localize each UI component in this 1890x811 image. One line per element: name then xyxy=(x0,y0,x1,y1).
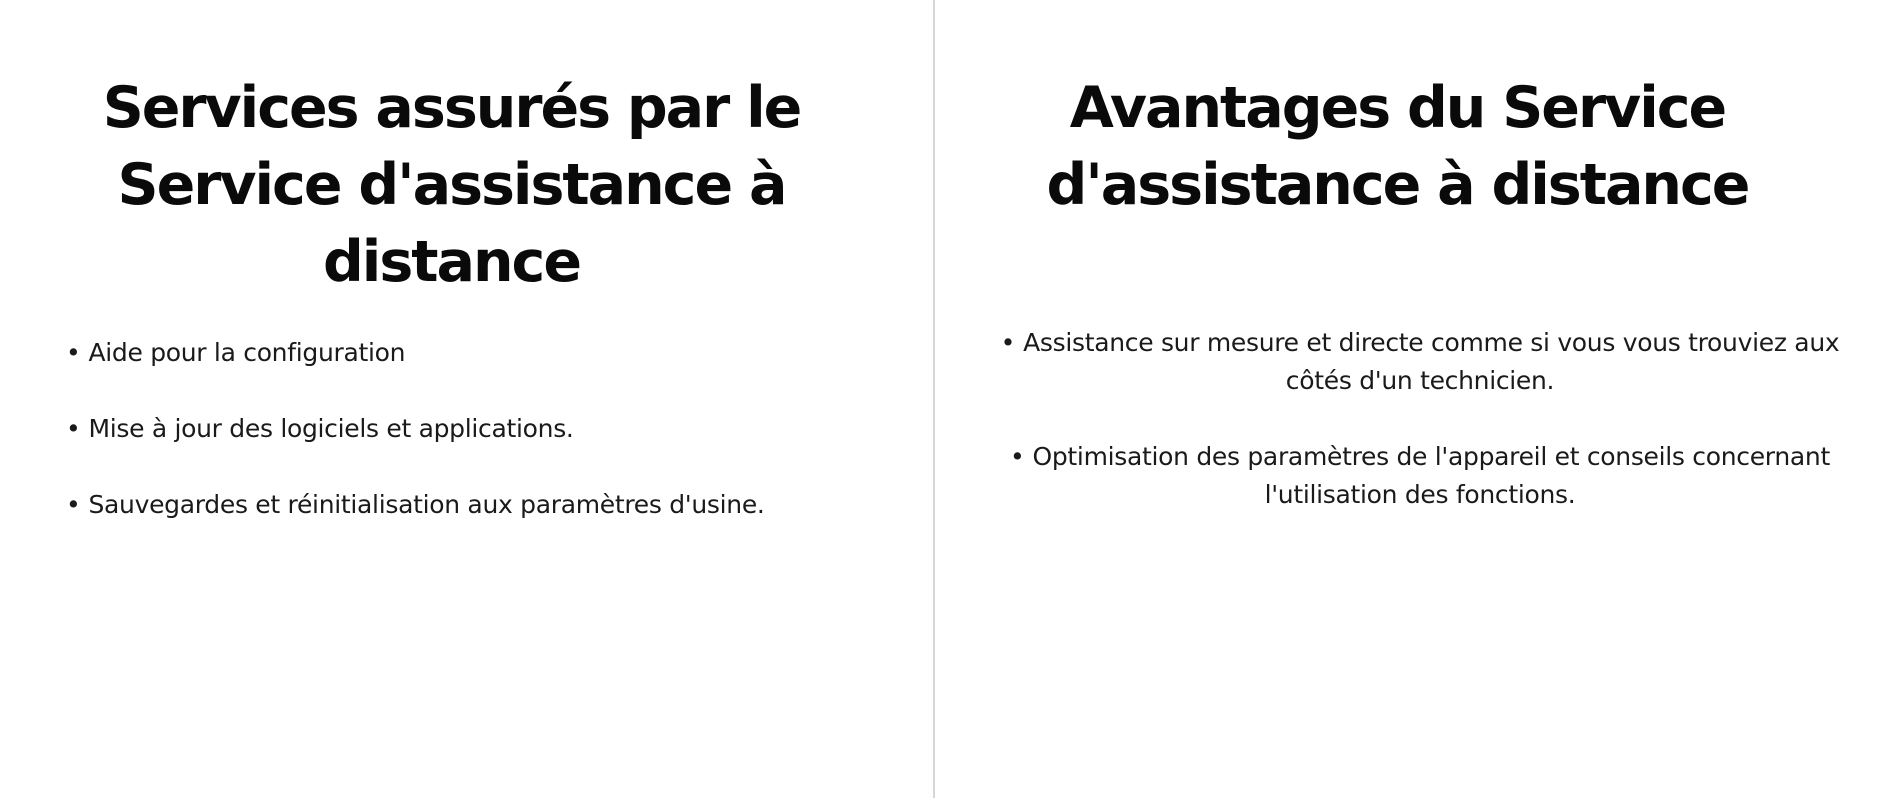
list-item-text: Optimisation des paramètres de l'appareil et conseils concernant l'utilisation des fonctions. xyxy=(1032,442,1830,509)
services-title: Services assurés par le Service d'assistance à distance xyxy=(102,75,801,295)
bullet-icon: • xyxy=(66,414,81,443)
bullet-icon: • xyxy=(1010,442,1025,471)
advantages-title: Avantages du Service d'assistance à distance xyxy=(1046,75,1749,218)
services-panel xyxy=(0,0,933,811)
bullet-icon: • xyxy=(66,490,81,519)
list-item-text: Mise à jour des logiciels et applications. xyxy=(88,414,574,443)
list-item xyxy=(66,486,926,524)
advantages-list xyxy=(985,324,1855,552)
bullet-icon: • xyxy=(66,338,81,367)
list-item-text: Aide pour la configuration xyxy=(88,338,406,367)
list-item xyxy=(66,334,926,372)
list-item xyxy=(985,324,1855,400)
bullet-icon: • xyxy=(1000,328,1016,357)
list-item xyxy=(66,410,926,448)
list-item-text: Sauvegardes et réinitialisation aux paramètres d'usine. xyxy=(88,490,765,519)
services-list xyxy=(66,334,926,562)
list-item xyxy=(985,438,1855,514)
list-item-text: Assistance sur mesure et directe comme si vous vous trouviez aux côtés d'un technicien. xyxy=(1023,328,1840,395)
advantages-panel xyxy=(935,0,1890,811)
